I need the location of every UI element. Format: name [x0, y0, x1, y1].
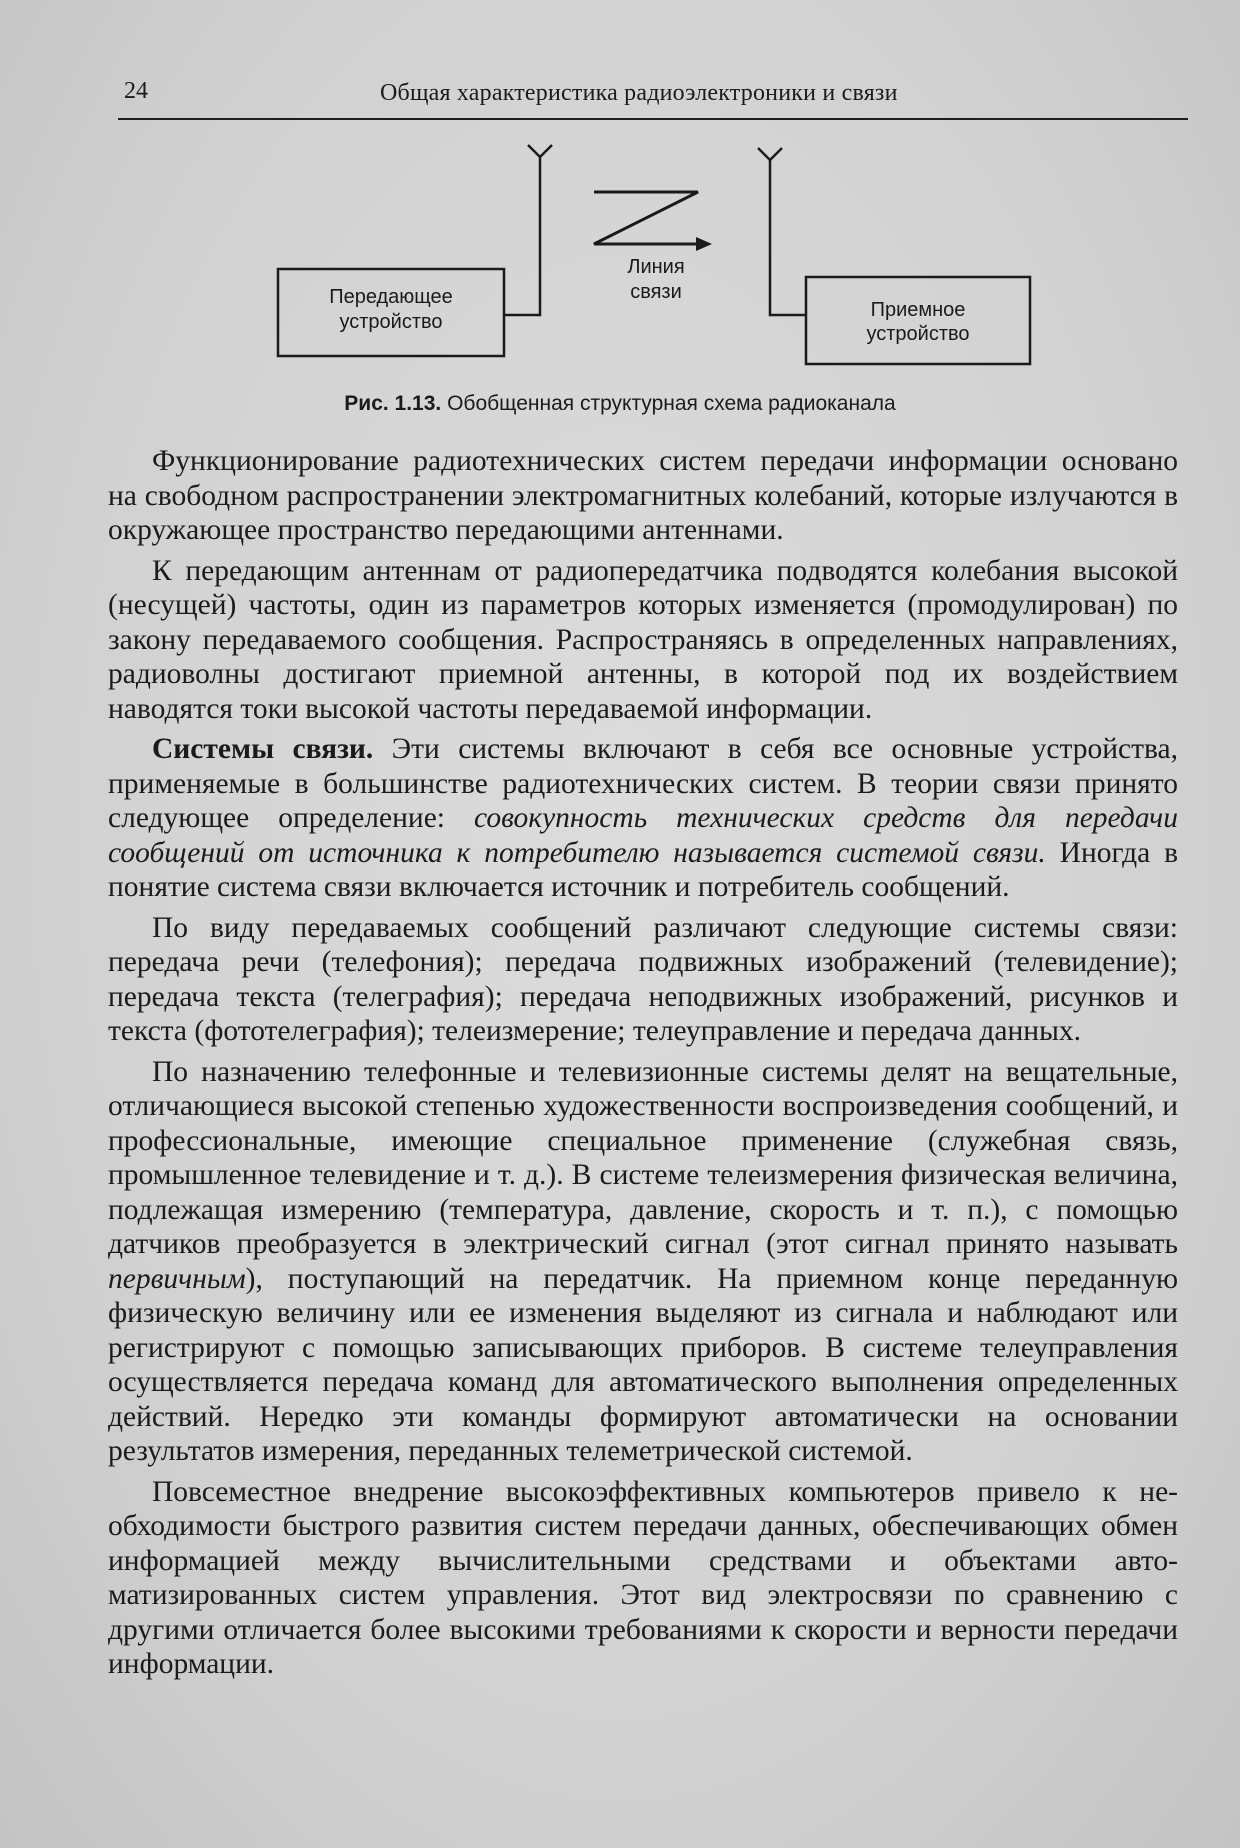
body-text [108, 444, 1178, 1688]
paragraph-1: Функционирование радиотехнических систем передачи информации основано на свободном распространении электромагнитных колебаний, которые излучаются в окружающее пространство передающими антеннами. [108, 445, 1178, 546]
transmitter-feed-line [504, 157, 540, 315]
radio-link-zigzag [594, 192, 700, 244]
diagram-svg [0, 140, 1240, 380]
paragraph-5 [108, 1055, 1178, 1469]
definition-communication-system: совокупность технических средств для передачи сообщений от источника к потребителю называется системой связи. [108, 802, 1179, 869]
header-rule [118, 118, 1188, 120]
figure-caption-text: Обобщенная структурная схема радиоканала [441, 392, 896, 415]
paragraph-4: По виду передаваемых сообщений различают следующие системы связи: передача речи (телефония); передача подвижных изображений (телевидение); передача текста (телеграфия); передача неподвижных изображений, рисунков и текста (фототелеграфия); телеизмерение; телеуправление и передача данных. [108, 911, 1178, 1047]
transmitter-label-line2: устройство [339, 311, 443, 333]
receiver-feed-line [770, 160, 806, 315]
figure-caption [0, 392, 1240, 416]
radio-channel-diagram [0, 140, 1240, 380]
section-heading-communication-systems: Системы связи. [152, 733, 374, 765]
paragraph-3-text-a: Эти системы включают в себя все основные устройства, применяемые в большинстве радиотехнических систем. В теории связи принято следующее определение: [108, 733, 1178, 834]
transmitter-label-line1: Передающее [329, 286, 453, 308]
paragraph-3 [108, 732, 1178, 905]
running-title: Общая характеристика радиоэлектроники и связи [380, 80, 898, 106]
figure-caption-label: Рис. 1.13. [344, 392, 442, 415]
paragraph-2: К передающим антеннам от радиопередатчика подводятся колебания высокой (несущей) частоты, один из параметров которых изменяется (промодулирован) по закону передаваемого сообщения. Распространяясь в определенных направлениях, радиоволны достигают приемной антенны, в которой под их воздействием наводятся токи высокой частоты передаваемой информации. [108, 554, 1178, 725]
link-label-line2: связи [630, 281, 682, 303]
paragraph-5-text-b: ), поступающий на передатчик. На приемном конце переданную физическую величину или ее изменения выделяют из сигнала и наблюдают или регистрируют с помощью записывающих приборов. В системе телеуправления осуществляется передача команд для автоматического выполнения определенных действий. Нередко эти команды формируют автоматически на основании результатов измерения, переданных телеметрической системой. [108, 1262, 1178, 1467]
paragraph-5-text-a: По назначению телефонные и телевизионные системы делят на вещательные, отличающиеся высокой степенью художественности воспроизведения сообщений, и профессиональные, имеющие специальное применение (служебная связь, промышленное телевидение и т. д.). В системе телеизмерения физическая величина, подлежащая измерению (температура, давление, скорость и т. п.), с помощью датчиков преобразуется в электрический сигнал (этот сигнал принято называть [108, 1055, 1178, 1260]
page-number: 24 [124, 78, 148, 104]
receiver-label-line1: Приемное [870, 299, 966, 321]
running-head [118, 78, 1188, 112]
radio-link-arrow-icon [696, 237, 712, 251]
receiver-label-line2: устройство [866, 323, 970, 345]
link-label-line1: Линия [627, 256, 685, 278]
receiver-antenna-icon [758, 148, 782, 160]
paragraph-6: Повсеместное внедрение высокоэффективных компьютеров привело к необходимости быстрого развития систем передачи данных, обеспечивающих обмен информацией между вычислительными средствами и объектами автоматизированных систем управления. Этот вид электросвязи по сравнению с другими отличается более высокими требованиями к скорости и верности передачи информации. [108, 1475, 1178, 1680]
paragraph-3-text-b: Иногда в понятие система связи включается источник и потребитель сообщений. [108, 836, 1178, 903]
term-primary-signal: первичным [108, 1262, 246, 1295]
transmitter-antenna-icon [528, 145, 552, 157]
